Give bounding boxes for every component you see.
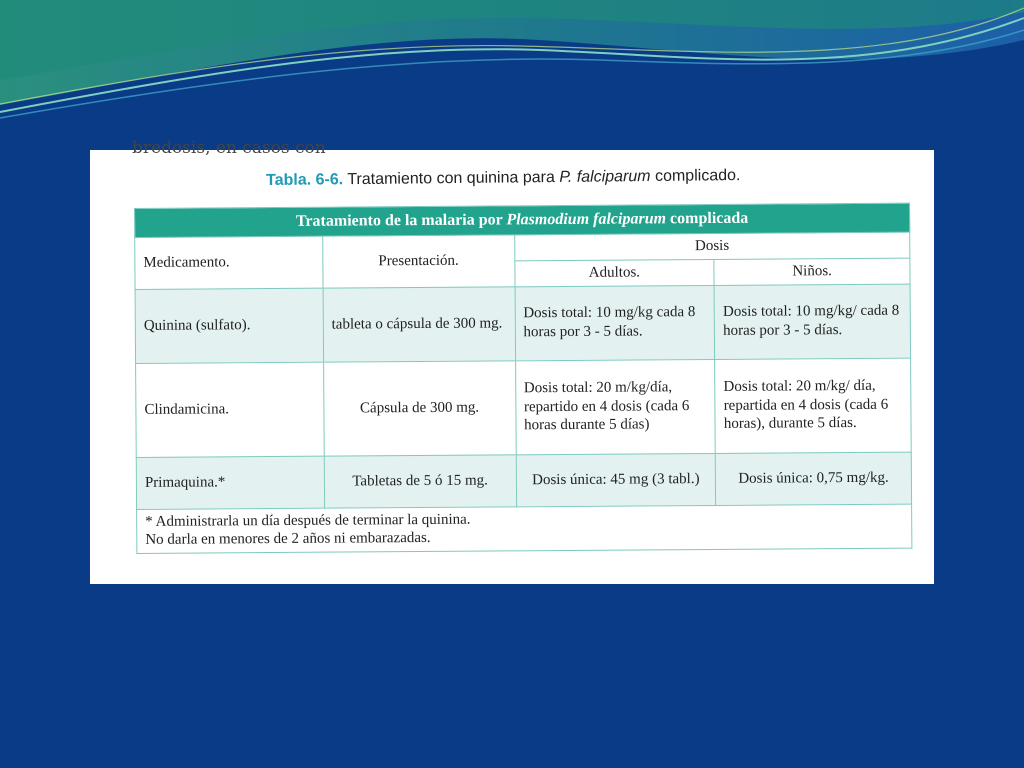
malaria-treatment-table (134, 203, 912, 554)
cutoff-text: bredosis, en casos con (132, 138, 326, 158)
cell-adultos: Dosis total: 20 m/kg/día, repartido en 4 dosis (cada 6 horas durante 5 días) (515, 359, 715, 454)
table-row (136, 452, 911, 509)
table-row (135, 284, 910, 363)
cell-presentacion: tableta o cápsula de 300 mg. (323, 286, 515, 361)
table-title-text: Tratamiento de la malaria por (295, 211, 503, 230)
cell-presentacion: Tabletas de 5 ó 15 mg. (324, 454, 516, 507)
footnote-line-1: * Administrarla un día después de terminar la quinina. (145, 511, 471, 530)
cell-adultos: Dosis total: 10 mg/kg cada 8 horas por 3 - 5 días. (515, 285, 715, 360)
caption-italic: P. falciparum (559, 167, 651, 186)
footnote-row (137, 504, 912, 554)
table-title-end: complicada (669, 209, 749, 228)
caption-text: Tratamiento con quinina para (347, 168, 555, 189)
table-caption (266, 167, 741, 190)
table-title-italic: Plasmodium falciparum (506, 210, 667, 229)
scanned-table-image (90, 138, 934, 584)
cell-adultos: Dosis única: 45 mg (3 tabl.) (516, 453, 716, 506)
header-presentacion: Presentación. (322, 235, 514, 288)
caption-number: Tabla. 6-6. (266, 171, 344, 189)
table-footnote (137, 504, 912, 554)
header-dosis: Dosis (514, 232, 910, 261)
cell-medicamento: Quinina (sulfato). (135, 288, 323, 363)
cell-medicamento: Clindamicina. (136, 362, 324, 457)
header-medicamento: Medicamento. (135, 236, 323, 289)
table-row (136, 358, 912, 457)
caption-text-end: complicado. (654, 167, 741, 185)
header-wave-decoration (0, 0, 1024, 130)
cell-ninos: Dosis total: 20 m/kg/ día, repartida en 4 dosis (cada 6 horas), durante 5 días. (715, 358, 911, 453)
cell-medicamento: Primaquina.* (136, 456, 324, 509)
cell-ninos: Dosis total: 10 mg/kg/ cada 8 horas por 3 - 5 días. (714, 284, 910, 359)
cell-presentacion: Cápsula de 300 mg. (323, 360, 515, 455)
header-adultos: Adultos. (514, 259, 714, 286)
header-ninos: Niños. (714, 258, 910, 285)
cell-ninos: Dosis única: 0,75 mg/kg. (715, 452, 911, 505)
footnote-line-2: No darla en menores de 2 años ni embarazadas. (145, 530, 431, 549)
